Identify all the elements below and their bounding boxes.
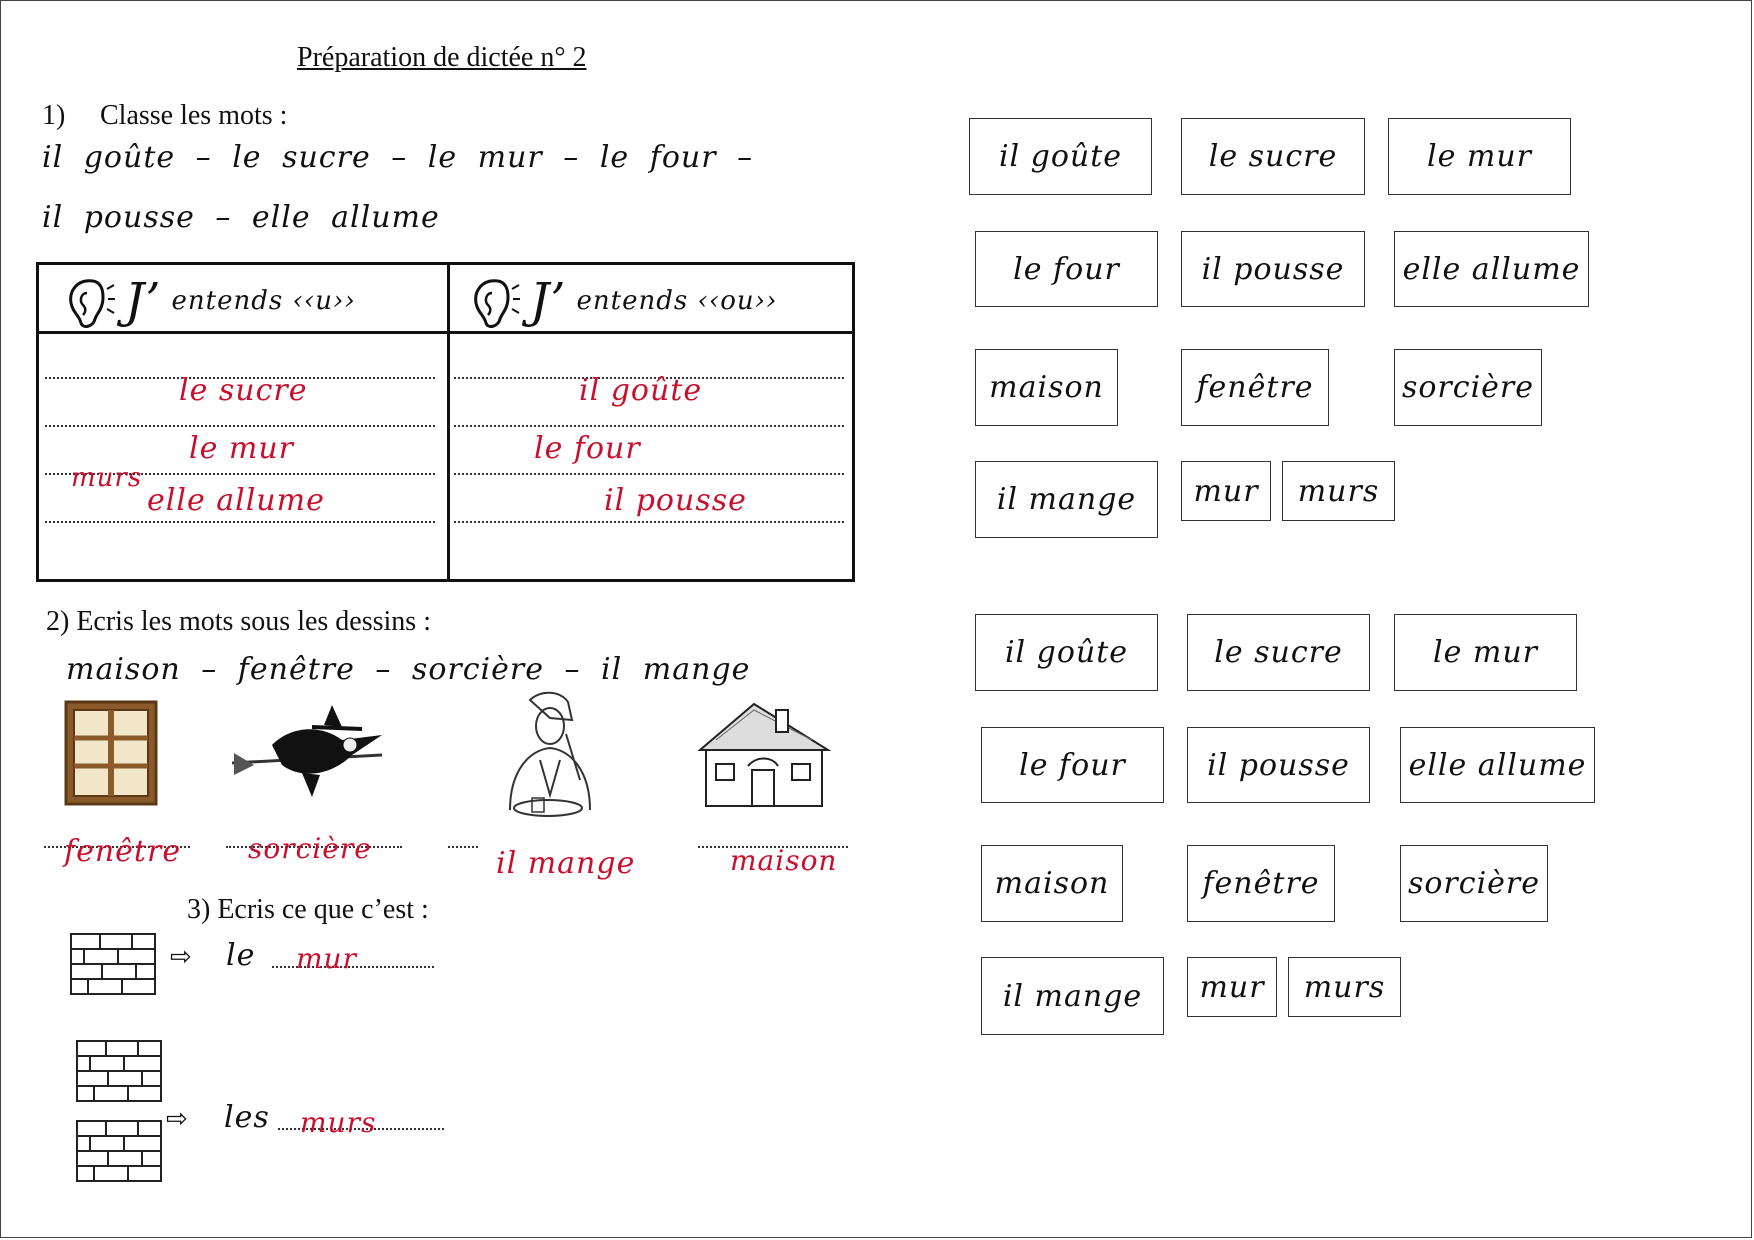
word-card: sorcière — [1394, 349, 1542, 426]
sort-table — [36, 262, 855, 582]
word-card: il pousse — [1187, 727, 1370, 803]
word-card: fenêtre — [1181, 349, 1329, 426]
word-card: le four — [981, 727, 1164, 803]
word-card: fenêtre — [1187, 845, 1335, 922]
word-card: le four — [975, 231, 1158, 307]
word-card: mur — [1187, 957, 1277, 1017]
ex2-answer-man: il mange — [496, 846, 636, 881]
ex2-words: maison – fenêtre – sorcière – il mange — [66, 652, 751, 687]
ex2-label: 2) Ecris les mots sous les dessins : — [46, 606, 431, 637]
col1-extra-answer: murs — [71, 463, 143, 493]
ex2-answer-witch: sorcière — [248, 832, 372, 865]
word-card: le mur — [1394, 614, 1577, 691]
ex2-answer-house: maison — [730, 844, 838, 877]
word-card: maison — [975, 349, 1118, 426]
ex3-prefix-1: le — [226, 938, 256, 973]
ex1-words-line2: il pousse – elle allume — [42, 200, 440, 235]
col1-answer: le sucre — [179, 373, 308, 408]
col1-header — [59, 273, 356, 329]
col2-header — [464, 273, 777, 329]
arrow-right-icon: ⇨ — [170, 942, 192, 971]
word-card: sorcière — [1400, 845, 1548, 922]
col2-answer: il goûte — [579, 373, 703, 408]
ex2-answer-window: fenêtre — [64, 834, 182, 869]
page-title: Préparation de dictée n° 2 — [297, 42, 587, 73]
col2-answer: le four — [534, 431, 641, 466]
col2-answer: il pousse — [604, 483, 747, 518]
brick-wall-image — [70, 933, 156, 995]
word-card: le sucre — [1181, 118, 1365, 195]
man-eating-image — [490, 690, 602, 826]
brick-wall-image — [76, 1120, 162, 1182]
word-card: elle allume — [1400, 727, 1595, 803]
ex3-label: 3) Ecris ce que c’est : — [187, 894, 429, 925]
word-card: il pousse — [1181, 231, 1365, 307]
word-card: il goûte — [975, 614, 1158, 691]
witch-image — [232, 705, 394, 800]
word-card: murs — [1288, 957, 1401, 1017]
house-image — [696, 700, 832, 810]
ex1-words-line1: il goûte – le sucre – le mur – le four – — [42, 140, 754, 175]
word-card: il mange — [981, 957, 1164, 1035]
word-card: il mange — [975, 461, 1158, 538]
word-card: le sucre — [1187, 614, 1370, 691]
ex3-answer-2: murs — [300, 1106, 377, 1139]
word-card: murs — [1282, 461, 1395, 521]
col2-header-text: entends ‹‹ou›› — [576, 286, 778, 316]
col1-answer: le mur — [189, 431, 294, 466]
j-letter: J’ — [125, 273, 162, 329]
ex1-label: Classe les mots : — [100, 100, 288, 131]
ear-icon — [464, 273, 520, 329]
ex3-prefix-2: les — [224, 1100, 270, 1135]
ex1-number: 1) — [42, 100, 66, 131]
brick-wall-image — [76, 1040, 162, 1102]
word-card: il goûte — [969, 118, 1152, 195]
window-image — [64, 700, 158, 806]
j-letter: J’ — [530, 273, 567, 329]
word-card: mur — [1181, 461, 1271, 521]
ex3-answer-1: mur — [296, 942, 357, 975]
col1-header-text: entends ‹‹u›› — [171, 286, 356, 316]
word-card: le mur — [1388, 118, 1571, 195]
col1-answer: elle allume — [147, 483, 325, 518]
word-card: elle allume — [1394, 231, 1589, 307]
ear-icon — [59, 273, 115, 329]
arrow-right-icon: ⇨ — [166, 1104, 188, 1133]
word-card: maison — [981, 845, 1123, 922]
